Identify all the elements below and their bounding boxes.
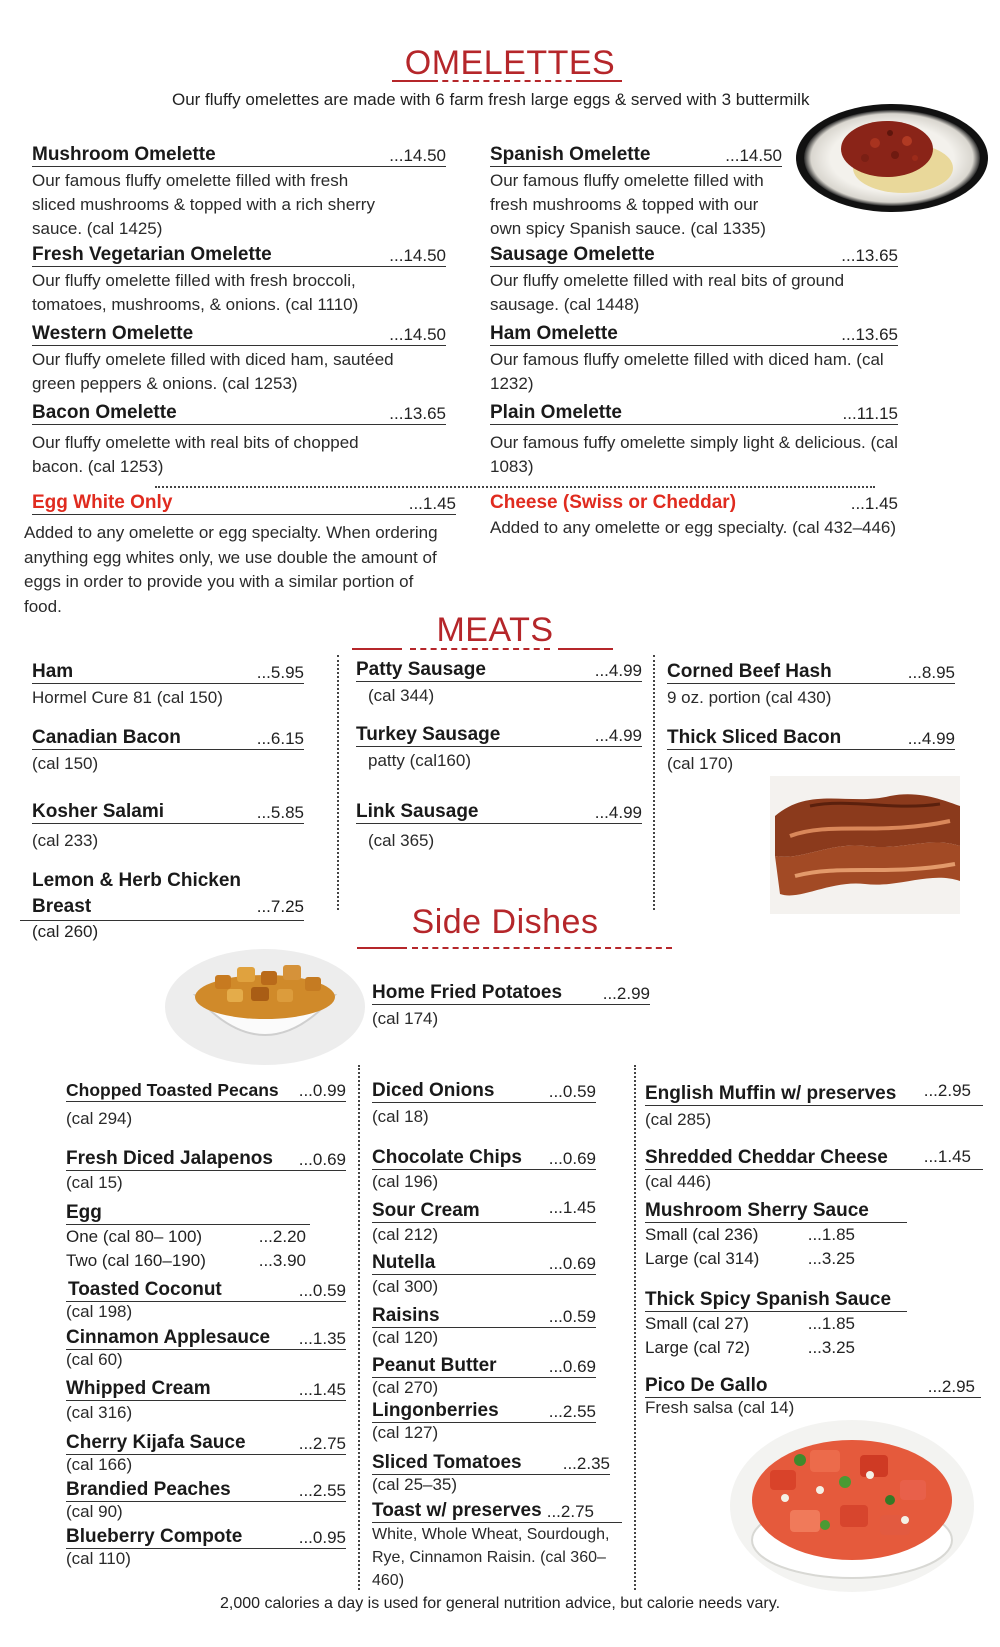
item-price: ...14.50 (389, 246, 446, 265)
item-name: Ham Omelette (490, 323, 618, 344)
item-description: (cal 18) (372, 1107, 429, 1126)
item-name: Whipped Cream (66, 1378, 211, 1399)
item-name: Link Sausage (356, 801, 479, 822)
side-dishes-title-dash (412, 947, 672, 949)
item-name: Mushroom Sherry Sauce (645, 1200, 869, 1221)
item-price: ...4.99 (594, 803, 642, 822)
item-description: (cal 365) (368, 831, 435, 850)
item-description: (cal 233) (32, 831, 99, 850)
spanish-sauce-option-large (645, 1336, 855, 1360)
menu-item-mushroom-sherry-sauce (645, 1198, 907, 1271)
egg-option-two (66, 1249, 306, 1273)
item-price: ...0.59 (298, 1281, 346, 1300)
item-price: ...0.59 (548, 1307, 596, 1326)
item-name: Toast w/ preserves (372, 1500, 542, 1521)
menu-item-mushroom-omelette (32, 142, 446, 241)
item-description: Fresh salsa (cal 14) (645, 1398, 795, 1417)
item-description: (cal 25–35) (372, 1474, 610, 1495)
egg-option-one (66, 1225, 306, 1249)
menu-item-egg (66, 1200, 310, 1273)
item-description: Hormel Cure 81 (cal 150) (32, 688, 223, 707)
pico-de-gallo-photo (730, 1420, 975, 1592)
item-name: Thick Sliced Bacon (667, 727, 842, 748)
item-price: ...2.95 (923, 1081, 971, 1100)
item-name: Mushroom Omelette (32, 144, 216, 165)
item-price: ...2.95 (927, 1377, 975, 1396)
menu-item-fresh-vegetarian-omelette (32, 242, 446, 317)
item-name: Shredded Cheddar Cheese (645, 1147, 888, 1168)
item-price: ...1.45 (923, 1147, 971, 1166)
item-name: Peanut Butter (372, 1355, 497, 1376)
item-name: Egg White Only (32, 492, 173, 513)
item-name: Plain Omelette (490, 402, 622, 423)
item-name: Chocolate Chips (372, 1147, 522, 1168)
omelettes-title: OMELETTES (404, 44, 616, 82)
item-price: ...4.99 (594, 661, 642, 680)
item-description: (cal 170) (667, 754, 734, 773)
sherry-option-large (645, 1247, 855, 1271)
item-description: (cal 446) (645, 1172, 712, 1191)
option-price: ...3.25 (807, 1249, 855, 1268)
option-label: One (cal 80– 100) (66, 1227, 203, 1246)
nutrition-disclaimer: 2,000 calories a day is used for general nutrition advice, but calorie needs vary. (219, 1595, 781, 1612)
item-price: ...2.75 (546, 1502, 594, 1521)
item-description: (cal 212) (372, 1225, 439, 1244)
home-fried-potatoes-photo (165, 945, 365, 1065)
menu-item-ham (32, 659, 304, 710)
menu-item-peanut-butter (372, 1353, 596, 1398)
item-price: ...1.45 (548, 1198, 596, 1217)
item-price: ...2.35 (562, 1454, 610, 1473)
item-description: Our famous fuffy omelette simply light & delicious. (cal 1083) (490, 433, 898, 476)
item-name: Fresh Diced Jalapenos (66, 1148, 273, 1169)
menu-item-patty-sausage (356, 657, 642, 708)
item-price: ...5.95 (256, 663, 304, 682)
item-name: Kosher Salami (32, 801, 164, 822)
item-name: Sausage Omelette (490, 244, 655, 265)
item-name: Patty Sausage (356, 659, 486, 680)
menu-item-link-sausage (356, 799, 642, 853)
menu-item-thick-spicy-spanish-sauce (645, 1287, 907, 1360)
option-label: Small (cal 236) (645, 1225, 759, 1244)
item-name: Canadian Bacon (32, 727, 181, 748)
item-name: Spanish Omelette (490, 144, 651, 165)
item-description: Our fluffy omelette filled with fresh broccoli, tomatoes, mushrooms, & onions. (cal 1110) (32, 271, 359, 314)
item-description: (cal 60) (66, 1350, 123, 1369)
item-price: ...6.15 (256, 729, 304, 748)
item-description: (cal 127) (372, 1423, 439, 1442)
menu-item-turkey-sausage (356, 722, 642, 773)
item-price: ...1.45 (408, 494, 456, 513)
item-price: ...0.95 (298, 1528, 346, 1547)
menu-item-nutella (372, 1250, 596, 1299)
item-price: ...4.99 (594, 726, 642, 745)
menu-item-sausage-omelette (490, 242, 898, 317)
menu-item-cheese-swiss-or-cheddar (490, 490, 898, 540)
menu-item-whipped-cream (66, 1376, 346, 1425)
item-name-line-1: Lemon & Herb Chicken (32, 870, 242, 891)
item-description: Our famous fluffy omelette filled with fresh sliced mushrooms & topped with a rich sherry sauce. (cal 1425) (32, 171, 375, 238)
omelettes-title-rule-right (582, 80, 622, 82)
item-price: ...8.95 (907, 663, 955, 682)
item-price: ...0.69 (548, 1254, 596, 1273)
item-name: Pico De Gallo (645, 1375, 768, 1396)
item-name: Home Fried Potatoes (372, 982, 563, 1003)
option-price: ...3.90 (258, 1251, 306, 1270)
item-description: (cal 198) (66, 1301, 346, 1322)
item-description: (cal 285) (645, 1110, 712, 1129)
meats-title: MEATS (436, 611, 554, 649)
item-name: Brandied Peaches (66, 1479, 231, 1500)
item-description: patty (cal160) (368, 751, 471, 770)
egg-white-description: Added to any omelette or egg specialty. When ordering anything egg whites only, we use double the amount of eggs in order to provide you with a similar portion of food. (24, 523, 438, 616)
item-name: Cherry Kijafa Sauce (66, 1432, 246, 1453)
item-name: Raisins (372, 1305, 440, 1326)
option-price: ...2.20 (258, 1227, 306, 1246)
menu-item-chopped-toasted-pecans (66, 1077, 346, 1131)
menu-item-western-omelette (32, 321, 446, 396)
omelettes-divider (155, 486, 875, 488)
option-label: Small (cal 27) (645, 1314, 749, 1333)
option-price: ...1.85 (807, 1314, 855, 1333)
item-name: Lingonberries (372, 1400, 499, 1421)
spanish-sauce-option-small (645, 1312, 855, 1336)
meats-title-dash (410, 648, 550, 650)
item-price: ...14.50 (389, 325, 446, 344)
item-price: ...5.85 (256, 803, 304, 822)
item-description: (cal 15) (66, 1173, 123, 1192)
item-price: ...1.45 (298, 1380, 346, 1399)
item-name: Diced Onions (372, 1080, 495, 1101)
omelettes-title-dash (432, 80, 582, 82)
spanish-omelette-photo (795, 103, 990, 213)
item-price: ...2.55 (548, 1402, 596, 1421)
item-description: Our famous fluffy omelette filled with diced ham. (cal 1232) (490, 350, 884, 393)
item-name: Toasted Coconut (68, 1279, 222, 1300)
menu-item-corned-beef-hash (667, 659, 955, 710)
sherry-option-small (645, 1223, 855, 1247)
item-name: Cinnamon Applesauce (66, 1327, 271, 1348)
item-description: Our fluffy omelete filled with diced ham, sautéed green peppers & onions. (cal 1253) (32, 350, 394, 393)
item-price: ...0.69 (298, 1150, 346, 1169)
menu-item-diced-onions (372, 1078, 596, 1129)
item-description: (cal 120) (372, 1328, 439, 1347)
menu-item-lingonberries (372, 1398, 596, 1443)
item-description: (cal 344) (368, 686, 435, 705)
item-name: Corned Beef Hash (667, 661, 832, 682)
item-description: (cal 90) (66, 1502, 123, 1521)
item-name: Cheese (Swiss or Cheddar) (490, 492, 737, 513)
menu-item-toast-w-preserves (372, 1498, 622, 1592)
menu-item-kosher-salami (32, 799, 304, 853)
side-dishes-title: Side Dishes (411, 903, 599, 941)
item-price: ...13.65 (841, 246, 898, 265)
item-price: ...4.99 (907, 729, 955, 748)
item-description: (cal 300) (372, 1274, 596, 1299)
menu-item-lemon-herb-chicken-breast (20, 868, 304, 943)
menu-item-home-fried-potatoes (372, 980, 650, 1031)
item-name: Turkey Sausage (356, 724, 501, 745)
item-description: (cal 260) (32, 922, 99, 941)
item-price: ...1.45 (850, 494, 898, 513)
item-description: (cal 270) (372, 1378, 439, 1397)
menu-item-brandied-peaches (66, 1477, 346, 1522)
item-name-line-2 (20, 894, 304, 921)
item-price: ...2.55 (298, 1481, 346, 1500)
menu-item-english-muffin-w-preserves (645, 1081, 983, 1132)
menu-item-ham-omelette (490, 321, 898, 396)
menu-item-chocolate-chips (372, 1145, 596, 1194)
item-price: ...13.65 (841, 325, 898, 344)
option-label: Large (cal 72) (645, 1338, 750, 1357)
item-name: English Muffin w/ preserves (645, 1083, 897, 1104)
item-name: Bacon Omelette (32, 402, 177, 423)
item-name: Sour Cream (372, 1200, 480, 1221)
omelettes-intro: Our fluffy omelettes are made with 6 farm fresh large eggs & served with 3 buttermilk (172, 90, 810, 109)
omelettes-title-rule (392, 80, 432, 82)
item-description: Our fluffy omelette filled with real bits of ground sausage. (cal 1448) (490, 271, 845, 314)
item-description: (cal 150) (32, 754, 99, 773)
item-description: (cal 316) (66, 1403, 133, 1422)
item-price: ...2.75 (298, 1434, 346, 1453)
item-name: Ham (32, 661, 74, 682)
menu-item-raisins (372, 1303, 596, 1348)
menu-item-canadian-bacon (32, 725, 304, 776)
item-name: Nutella (372, 1252, 436, 1273)
meats-title-rule (352, 648, 402, 650)
option-label: Two (cal 160–190) (66, 1251, 206, 1270)
item-description: Our fluffy omelette with real bits of chopped bacon. (cal 1253) (32, 433, 359, 476)
item-price: ...14.50 (725, 146, 782, 165)
item-price: ...0.59 (548, 1082, 596, 1101)
item-price: ...2.99 (602, 984, 650, 1003)
menu-item-cinnamon-applesauce (66, 1325, 346, 1370)
item-description: Added to any omelette or egg specialty. (cal 432–446) (490, 518, 897, 537)
option-price: ...1.85 (807, 1225, 855, 1244)
item-name-line-2-text: Breast (32, 896, 92, 917)
menu-item-sour-cream (372, 1198, 596, 1247)
item-description: Our famous fluffy omelette filled with fresh mushrooms & topped with our own spicy Spanish sauce. (cal 1335) (490, 171, 766, 238)
item-name: Blueberry Compote (66, 1526, 243, 1547)
item-price: ...14.50 (389, 146, 446, 165)
menu-item-thick-sliced-bacon (667, 725, 955, 776)
item-name: Thick Spicy Spanish Sauce (645, 1289, 892, 1310)
menu-item-cherry-kijafa-sauce (66, 1430, 346, 1475)
item-price: ...0.69 (548, 1149, 596, 1168)
meats-title-rule-right (558, 648, 613, 650)
sides-divider-2 (634, 1065, 636, 1590)
item-description: 9 oz. portion (cal 430) (667, 688, 832, 707)
item-name: Chopped Toasted Pecans (66, 1080, 279, 1100)
menu-item-pico-de-gallo (645, 1373, 981, 1418)
option-label: Large (cal 314) (645, 1249, 760, 1268)
meats-divider-1 (337, 655, 339, 910)
menu-item-toasted-coconut (66, 1277, 346, 1322)
menu-item-fresh-diced-jalapenos (66, 1146, 346, 1195)
item-name: Fresh Vegetarian Omelette (32, 244, 272, 265)
item-description: (cal 166) (66, 1455, 133, 1474)
item-price: ...0.99 (298, 1081, 346, 1100)
item-price: ...13.65 (389, 404, 446, 423)
item-description: (cal 174) (372, 1009, 439, 1028)
item-price: ...7.25 (256, 897, 304, 916)
item-price: ...11.15 (842, 404, 898, 423)
menu-item-spanish-omelette (490, 142, 782, 241)
menu-item-bacon-omelette (32, 400, 446, 479)
sides-divider-1 (358, 1065, 360, 1590)
item-name: Egg (66, 1202, 102, 1223)
item-description: (cal 110) (66, 1549, 131, 1568)
meats-divider-2 (653, 655, 655, 910)
menu-item-plain-omelette (490, 400, 898, 479)
item-description: (cal 196) (372, 1172, 439, 1191)
menu-item-blueberry-compote (66, 1524, 346, 1569)
item-name: Western Omelette (32, 323, 194, 344)
item-price: ...0.69 (548, 1357, 596, 1376)
menu-item-sliced-tomatoes (372, 1450, 610, 1495)
item-price: ...1.35 (298, 1329, 346, 1348)
option-price: ...3.25 (807, 1338, 855, 1357)
item-description: White, Whole Wheat, Sourdough, Rye, Cinnamon Raisin. (cal 360–460) (372, 1522, 622, 1592)
item-name (20, 868, 304, 921)
item-name: Sliced Tomatoes (372, 1452, 522, 1473)
menu-item-shredded-cheddar-cheese (645, 1145, 983, 1194)
bacon-photo (770, 776, 960, 914)
item-description: (cal 294) (66, 1101, 346, 1131)
menu-item-egg-white-only (32, 490, 456, 515)
